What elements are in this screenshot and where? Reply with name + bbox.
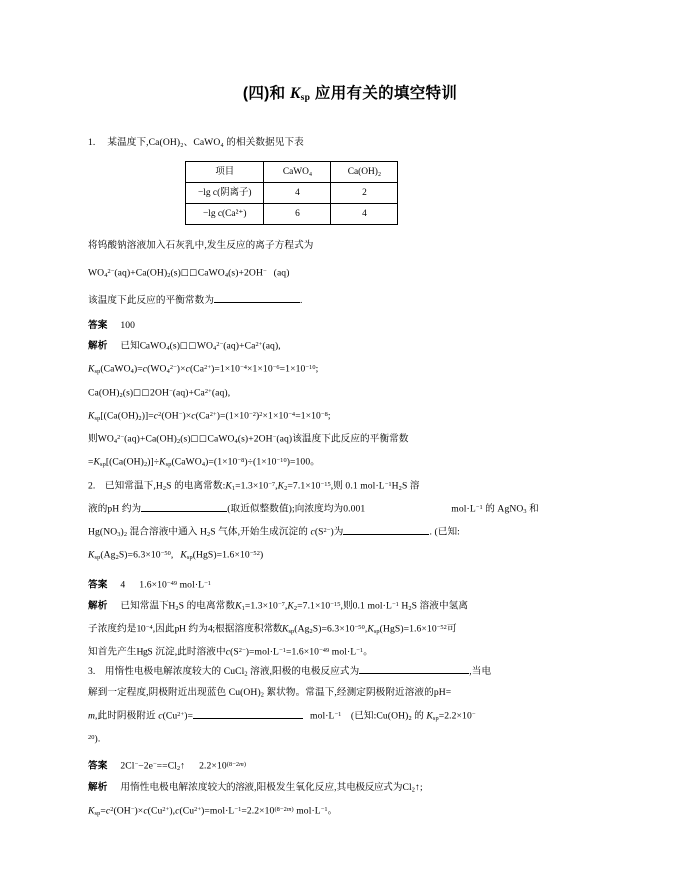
problem-2-analysis-line-1: 解析 已知常温下$H_2S$ 的电离常数$K_1=1.3\times 10^{-7},K_2=7.1\times 10^{-15}$,则0.1 $mol\cdot L^{-1}$ $H_2S$ 溶液中氢离	[88, 600, 469, 612]
answer-blank[interactable]	[343, 534, 429, 535]
answer-label: 答案	[88, 760, 108, 772]
problem-2-stem-line-4: $K_{sp}(Ag_2S)=6.3\times 10^{-50}$, $K_{sp}(HgS)=1.6\times 10^{-52}$)	[88, 550, 264, 562]
problem-2-number: 2.	[88, 480, 96, 492]
problem-3-stem-line-4: $^{20}$).	[88, 733, 101, 745]
problem-3-number: 3.	[88, 665, 96, 677]
problem-1-analysis-line-1: 解析 已知$CaWO_4(s)□□WO_4^{2-}(aq)+Ca^{2+}(aq)$,	[88, 340, 281, 353]
problem-2-stem-line-2: 液的pH 约为 (取近似整数值);向浓度均为0.001 $mol\cdot L^{-1}$ 的 AgNO$_3$ 和	[88, 503, 539, 515]
table-header-row	[186, 162, 398, 183]
table-header-item: 项目	[186, 162, 264, 183]
table-cell: 4	[331, 204, 398, 225]
answer-blank[interactable]	[214, 302, 300, 303]
problem-1-question-text: 该温度下此反应的平衡常数为	[88, 294, 215, 306]
answer-value: 100	[120, 319, 136, 331]
problem-3-analysis-line-2: $K_{sp}=c^2(OH^-)\times c(Cu^{2+}),c(Cu^{2+})=mol\cdot L^{-1}=2.2\times 10^{(8-2m)}$ $mol\cdot L^{-1}$。	[88, 805, 338, 818]
problem-1-question-tail: .	[300, 294, 303, 306]
problem-1-after-table: 将钨酸钠溶液加入石灰乳中,发生反应的离子方程式为	[88, 240, 314, 252]
analysis-label: 解析	[88, 340, 108, 352]
problem-3-answer: 答案 $2Cl^--2e^-==Cl_2↑$ $2.2\times 10^{(8-2m)}$	[88, 760, 247, 773]
problem-1-stem-text: 某温度下,Ca(OH)₂、CaWO₄ 的相关数据见下表	[107, 137, 304, 149]
problem-1-analysis-line-3: $Ca(OH)_2(s)□□2OH^-(aq)+Ca^{2+}(aq)$,	[88, 386, 231, 399]
title-ksp-symbol	[290, 85, 310, 102]
analysis-label: 解析	[88, 600, 108, 612]
title-suffix: 应用有关的填空特训	[310, 85, 458, 102]
problem-1-analysis-line-2: $K_{sp}(CaWO_4)=c(WO_4^{2-})\times c(Ca^{2+})=1\times 10^{-4}\times 1\times 10^{-6}=1\times 10^{-10}$;	[88, 364, 319, 376]
problem-1-analysis-line-6: $=K_{sp}[(Ca(OH)_2)]\div K_{sp}(CaWO_4)=(1\times 10^{-8})\div(1\times 10^{-10})=100$。	[88, 457, 320, 469]
problem-3-analysis-line-1: 解析 用惰性电极电解浓度较大的溶液,阳极发生氧化反应,其电极反应式为$Cl_2↑$;	[88, 782, 423, 794]
title-prefix: (四)和	[242, 85, 290, 102]
answer-blank[interactable]	[193, 718, 303, 719]
table-cell: 6	[264, 204, 331, 225]
problem-2-stem-line-3: $Hg(NO_3)_2$ 混合溶液中通入 $H_2S$ 气体,开始生成沉淀的 $c(S^{2-})$为 . (已知:	[88, 526, 460, 539]
title-symbol-letter: K	[290, 85, 301, 102]
table-cell: 2	[331, 183, 398, 204]
problem-2-analysis-line-3: 知首先产生HgS 沉淀,此时溶液中$c(S^{2-})=mol\cdot L^{-1}=1.6\times 10^{-49}$ $mol\cdot L^{-1}$。	[88, 646, 373, 658]
problem-1-equation: $WO_4^{2-}(aq)+Ca(OH)_2(s)□□CaWO_4(s)+2OH^-$ (aq)	[88, 266, 290, 279]
page-title	[88, 0, 612, 103]
problem-3-stem-line-3: m,此时阴极附近 $c(Cu^{2+})= mol\cdot L^{-1}$ (已知$:Cu(OH)_2$ 的 $K_{sp}=2.2\times 10^-$	[88, 710, 476, 723]
analysis-label: 解析	[88, 782, 108, 794]
answer-label: 答案	[88, 579, 108, 591]
problem-3-stem-line-1: 3. 用惰性电极电解浓度较大的 CuCl$_2$ 溶液,阳极的电极反应式为 ,当电	[88, 665, 492, 678]
table-row-label-calcium: −lg c(Ca²⁺)	[186, 204, 264, 225]
problem-1-number: 1.	[88, 137, 96, 149]
problem-3-stem-line-2: 解到一定程度,阴极附近出现蓝色 $Cu(OH)_2$ 絮状物。常温下,经测定阴极附近溶液的pH=	[88, 687, 452, 699]
table-row	[186, 183, 398, 204]
problem-1-answer	[88, 316, 612, 335]
table-header-caoh2: Ca(OH)₂	[331, 162, 398, 183]
problem-1-question	[88, 291, 612, 310]
table-row-label-anion: −lg c(阴离子)	[186, 183, 264, 204]
answer-blank[interactable]	[141, 511, 227, 512]
title-symbol-subscript: sp	[300, 92, 311, 104]
problem-2	[88, 475, 612, 662]
table-cell: 4	[264, 183, 331, 204]
problem-1-analysis-line-5: 则$WO_4^{2-}(aq)+Ca(OH)_2(s)□□CaWO_4(s)+2OH^-(aq)$该温度下此反应的平衡常数	[88, 433, 409, 446]
problem-2-analysis-line-2: 子浓度约是$10^{-4}$,因此pH 约为4;根据溶度积常数$K_{sp}(Ag_2S)=6.3\times 10^{-50},K_{sp}(HgS)=1.6\times 10^{-52}$可	[88, 623, 457, 635]
problem-2-answer: 答案 4 $1.6\times 10^{-49}$ $mol\cdot L^{-1}$	[88, 579, 212, 591]
problem-1-analysis-line-4: $K_{sp}[(Ca(OH)_2)]=c^2(OH^-)\times c(Ca^{2+})=(1\times 10^{-2})^2\times 1\times 10^{-4}=1\times 10^{-8}$;	[88, 410, 331, 422]
ksp-data-table	[185, 161, 398, 225]
problem-1-stem	[88, 133, 612, 152]
problem-1	[88, 133, 612, 475]
answer-label: 答案	[88, 319, 108, 331]
problem-3	[88, 662, 612, 823]
answer-blank[interactable]	[359, 673, 469, 674]
table-row	[186, 204, 398, 225]
table-header-cawo4: CaWO₄	[264, 162, 331, 183]
problem-2-stem-line-1: 2. 已知常温下$,H_2S$ 的电离常数$:K_1=1.3\times 10^{-7},K_2=7.1\times 10^{-15}$,则 0.1 $mol\cdot L^{-1}H_2S$ 溶	[88, 480, 420, 492]
